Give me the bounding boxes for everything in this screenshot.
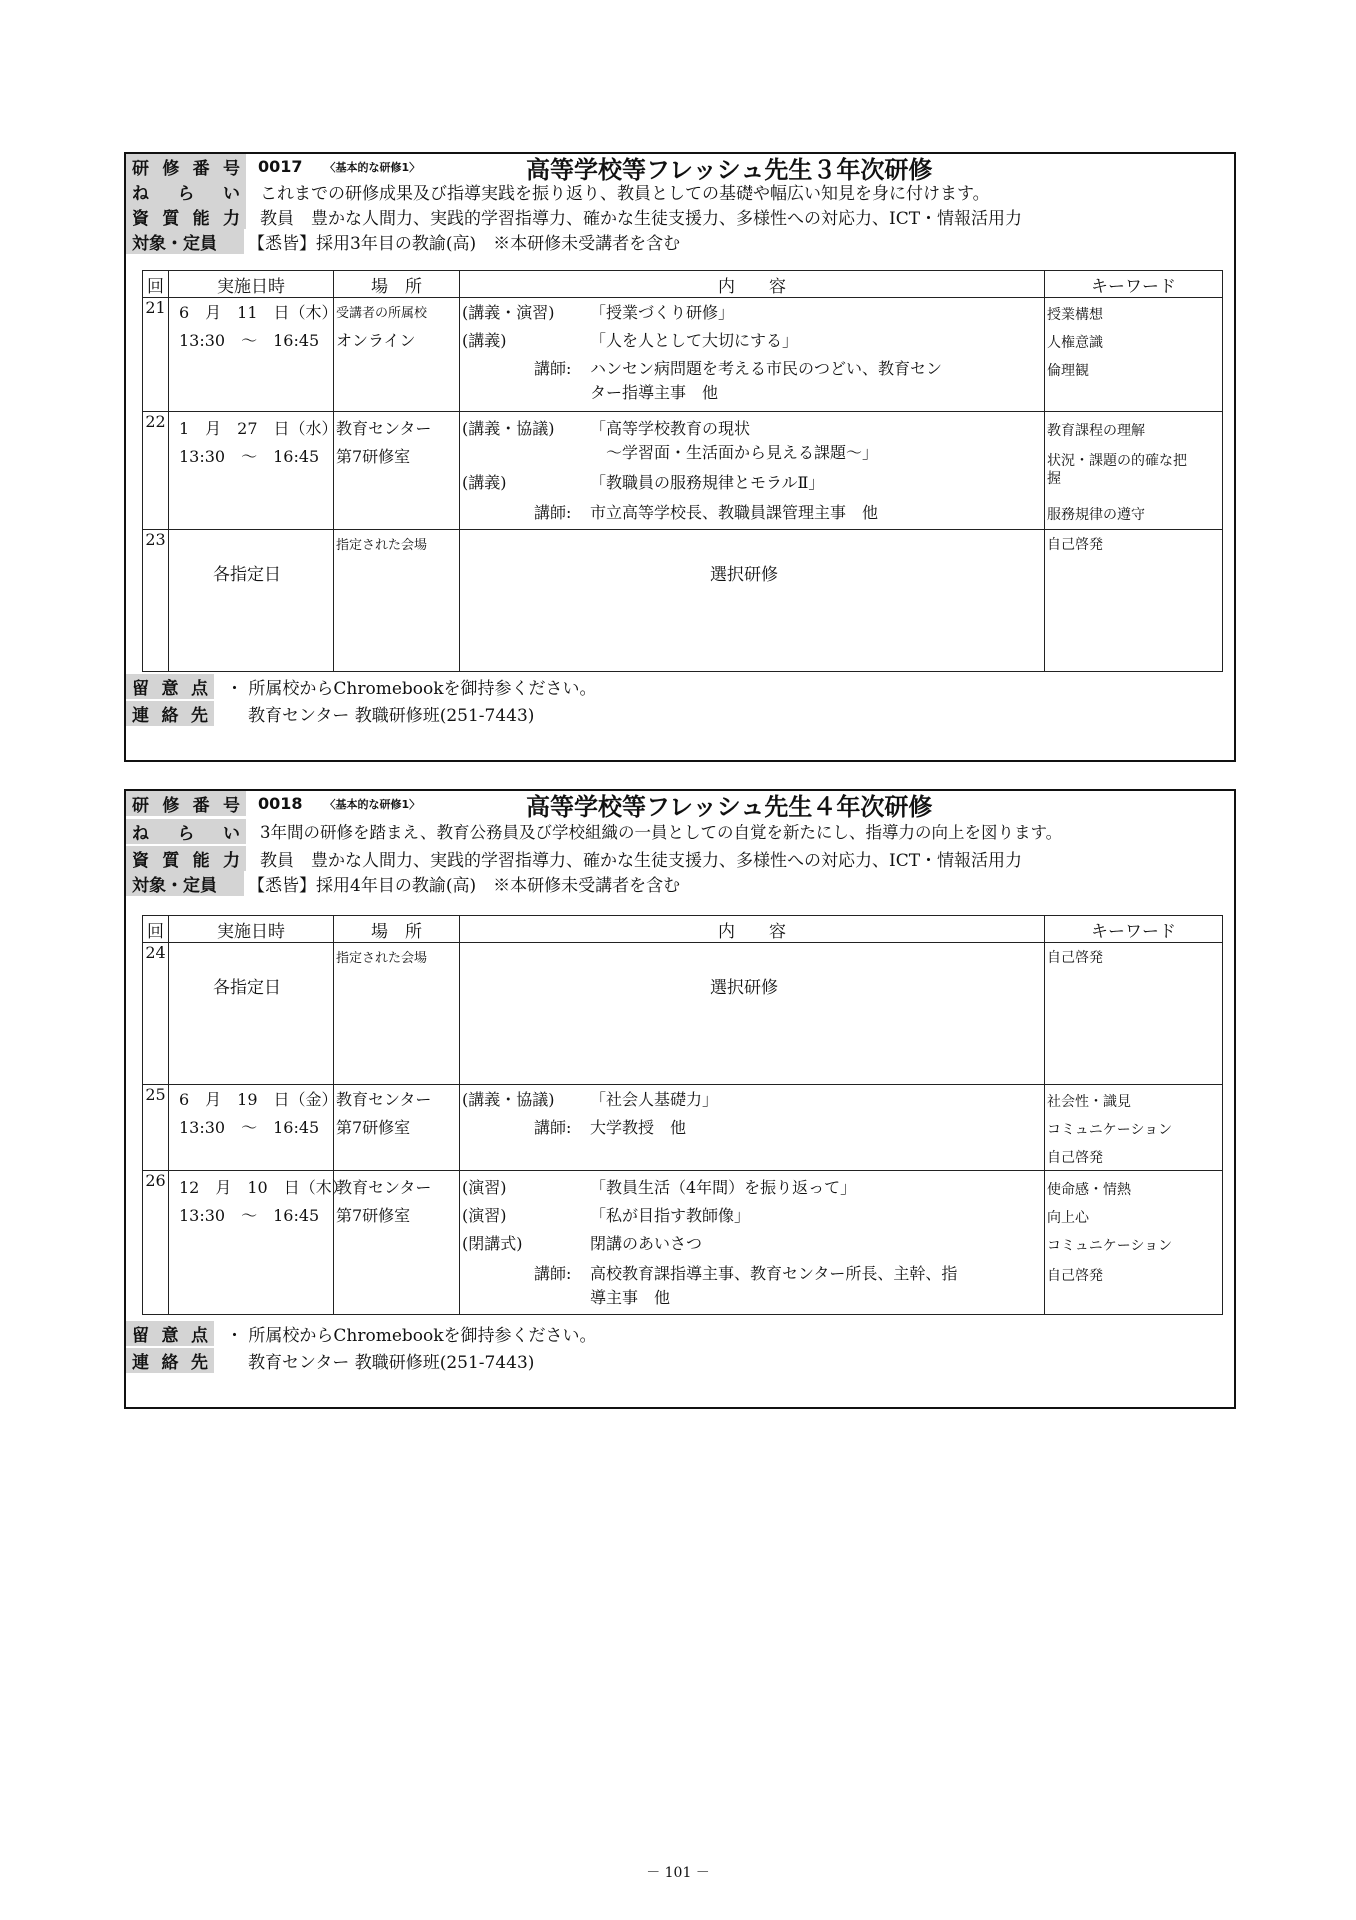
competency-row [126, 204, 1234, 229]
keyword: 人権意識 [1047, 335, 1103, 351]
aim-row [126, 179, 1234, 204]
target-row [126, 871, 1234, 896]
aim-label: ね ら い [126, 819, 246, 844]
session-time: 13:30 ～ 16:45 [179, 1206, 320, 1225]
page-number: － 101 － [646, 1865, 710, 1881]
keyword: 自己啓発 [1047, 1150, 1103, 1166]
keyword: 向上心 [1047, 1210, 1089, 1226]
course-block-0018 [124, 789, 1236, 1409]
aim-text: 3年間の研修を踏まえ、教育公務員及び学校組織の一員としての自覚を新たにし、指導力の向上を図ります。 [260, 823, 1063, 842]
note-row [126, 1321, 597, 1346]
session-time: 13:30 ～ 16:45 [179, 331, 320, 350]
target-text: 【悉皆】採用4年目の教諭(高) ※本研修未受講者を含む [248, 876, 681, 896]
session-date: 6 月 19 日（金） [179, 1090, 338, 1109]
session-place: 教育センター [336, 419, 432, 438]
contact-text: 教育センター 教職研修班(251-7443) [248, 706, 535, 726]
keyword: 自己啓発 [1047, 1268, 1103, 1284]
session-place: 教育センター [336, 1178, 432, 1197]
target-row [126, 229, 1234, 254]
keyword: 自己啓発 [1047, 950, 1103, 966]
session-date: 各指定日 [213, 565, 281, 585]
contact-label: 連 絡 先 [126, 1348, 214, 1373]
schedule-table [142, 270, 1223, 672]
target-label: 対象・定員 [126, 229, 244, 254]
course-code: 0017 [258, 157, 303, 176]
table-row [143, 530, 1223, 672]
table-row: 25 6 月 19 日（金） 13:30 ～ 16:45 教育センター 第7研修室 (講義・協議) 「社会人基礎力」 講師: 大学教授 他 社会性・識見 コミュニケーション 自己啓発 [143, 1085, 1223, 1171]
table-row: 26 12 月 10 日（木） 13:30 ～ 16:45 教育センター 第7研修室 (演習) 「教員生活（4年間）を振り返って」 (演習) 「私が目指す教師像」 (閉講式) 閉講のあいさつ 講師: 高校教育課指導主事、教育センター所長、主幹、指 導主事 他 使命感・情熱 向上心 コミュニケーション 自己啓発 [143, 1171, 1223, 1315]
schedule-table [142, 915, 1223, 1315]
col-content: 内 容 [460, 271, 1045, 298]
table-row: 21 6 月 11 日（木） 13:30 ～ 16:45 受講者の所属校 オンライン (講義・演習) 「授業づくり研修」 (講義) 「人を人として大切にする」 講師: ハンセン病問題を考える市民のつどい、教育セン ター指導主事 他 授業構想 人権意識 倫理観 [143, 298, 1223, 412]
aim-text: これまでの研修成果及び指導実践を振り返り、教員としての基礎や幅広い知見を身に付けます。 [260, 184, 990, 204]
target-label: 対象・定員 [126, 871, 244, 896]
keyword: 自己啓発 [1047, 537, 1103, 553]
session-number: 24 [143, 943, 169, 1085]
col-kai: 回 [143, 916, 169, 943]
col-place: 場 所 [334, 916, 460, 943]
contact-text: 教育センター 教職研修班(251-7443) [248, 1353, 535, 1373]
table-header [143, 271, 1223, 298]
keyword: 使命感・情熱 [1047, 1182, 1131, 1198]
aim-row [126, 816, 1234, 846]
session-place: 受講者の所属校 [336, 306, 428, 321]
course-title: 高等学校等フレッシュ先生３年次研修 [526, 156, 933, 184]
competency-text: 教員 豊かな人間力、実践的学習指導力、確かな生徒支援力、多様性への対応力、ICT・情報活用力 [260, 209, 1023, 229]
col-date: 実施日時 [169, 916, 334, 943]
keyword: 握 [1047, 471, 1061, 487]
table-row [143, 943, 1223, 1085]
course-kind: 〈基本的な研修1〉 [324, 797, 421, 811]
table-row: 22 1 月 27 日（水） 13:30 ～ 16:45 教育センター 第7研修室 (講義・協議) 「高等学校教育の現状 ～学習面・生活面から見える課題～」 (講義) 「教職員の服務規律とモラルⅡ」 講師: 市立高等学校長、教職員課管理主事 他 教育課程の理解 状況・課題の的確な把 握 服務規律の遵守 [143, 412, 1223, 530]
course-number-label: 研 修 番 号 [126, 154, 246, 179]
aim-label: ね ら い [126, 179, 246, 204]
note-label: 留 意 点 [126, 674, 214, 699]
col-content: 内 容 [460, 916, 1045, 943]
course-number-label: 研 修 番 号 [126, 791, 246, 816]
course-code: 0018 [258, 794, 303, 813]
session-place: 指定された会場 [336, 538, 428, 553]
keyword: 教育課程の理解 [1047, 423, 1145, 439]
note-row [126, 674, 597, 699]
col-keyword: キーワード [1045, 271, 1223, 298]
keyword: 状況・課題の的確な把 [1047, 453, 1187, 469]
competency-text: 教員 豊かな人間力、実践的学習指導力、確かな生徒支援力、多様性への対応力、ICT・情報活用力 [260, 851, 1023, 871]
session-room: 第7研修室 [336, 1118, 411, 1137]
keyword: 服務規律の遵守 [1047, 507, 1145, 523]
session-date: 1 月 27 日（水） [179, 419, 338, 438]
keyword: コミュニケーション [1047, 1122, 1173, 1138]
competency-label: 資 質 能 力 [126, 846, 246, 871]
session-number: 22 [143, 412, 169, 530]
course-title: 高等学校等フレッシュ先生４年次研修 [526, 793, 933, 821]
keyword: 倫理観 [1047, 363, 1089, 379]
contact-label: 連 絡 先 [126, 701, 214, 726]
session-time: 13:30 ～ 16:45 [179, 447, 320, 466]
table-header [143, 916, 1223, 943]
session-content: 選択研修 [710, 978, 778, 998]
course-number-row [126, 154, 1234, 184]
contact-row [126, 1348, 534, 1373]
session-number: 26 [143, 1171, 169, 1315]
target-text: 【悉皆】採用3年目の教諭(高) ※本研修未受講者を含む [248, 234, 681, 254]
note-label: 留 意 点 [126, 1321, 214, 1346]
session-date: 6 月 11 日（木） [179, 303, 338, 322]
course-block-0017 [124, 152, 1236, 762]
session-number: 23 [143, 530, 169, 672]
session-room: 第7研修室 [336, 1206, 411, 1225]
course-number-row [126, 791, 1234, 821]
session-room: 第7研修室 [336, 447, 411, 466]
col-date: 実施日時 [169, 271, 334, 298]
session-date: 各指定日 [213, 978, 281, 998]
col-kai: 回 [143, 271, 169, 298]
session-number: 25 [143, 1085, 169, 1171]
note-text: ・ 所属校からChromebookを御持参ください。 [226, 1326, 597, 1346]
session-content: 選択研修 [710, 565, 778, 585]
session-place: 教育センター [336, 1090, 432, 1109]
contact-row [126, 701, 534, 726]
session-date: 12 月 10 日（木） [179, 1178, 348, 1197]
session-time: 13:30 ～ 16:45 [179, 1118, 320, 1137]
competency-label: 資 質 能 力 [126, 204, 246, 229]
keyword: 授業構想 [1047, 307, 1103, 323]
keyword: コミュニケーション [1047, 1238, 1173, 1254]
competency-row [126, 846, 1234, 871]
session-number: 21 [143, 298, 169, 412]
keyword: 社会性・識見 [1047, 1094, 1131, 1110]
session-place: 指定された会場 [336, 951, 428, 966]
course-kind: 〈基本的な研修1〉 [324, 160, 421, 174]
note-text: ・ 所属校からChromebookを御持参ください。 [226, 679, 597, 699]
session-room: オンライン [336, 331, 416, 350]
col-keyword: キーワード [1045, 916, 1223, 943]
col-place: 場 所 [334, 271, 460, 298]
